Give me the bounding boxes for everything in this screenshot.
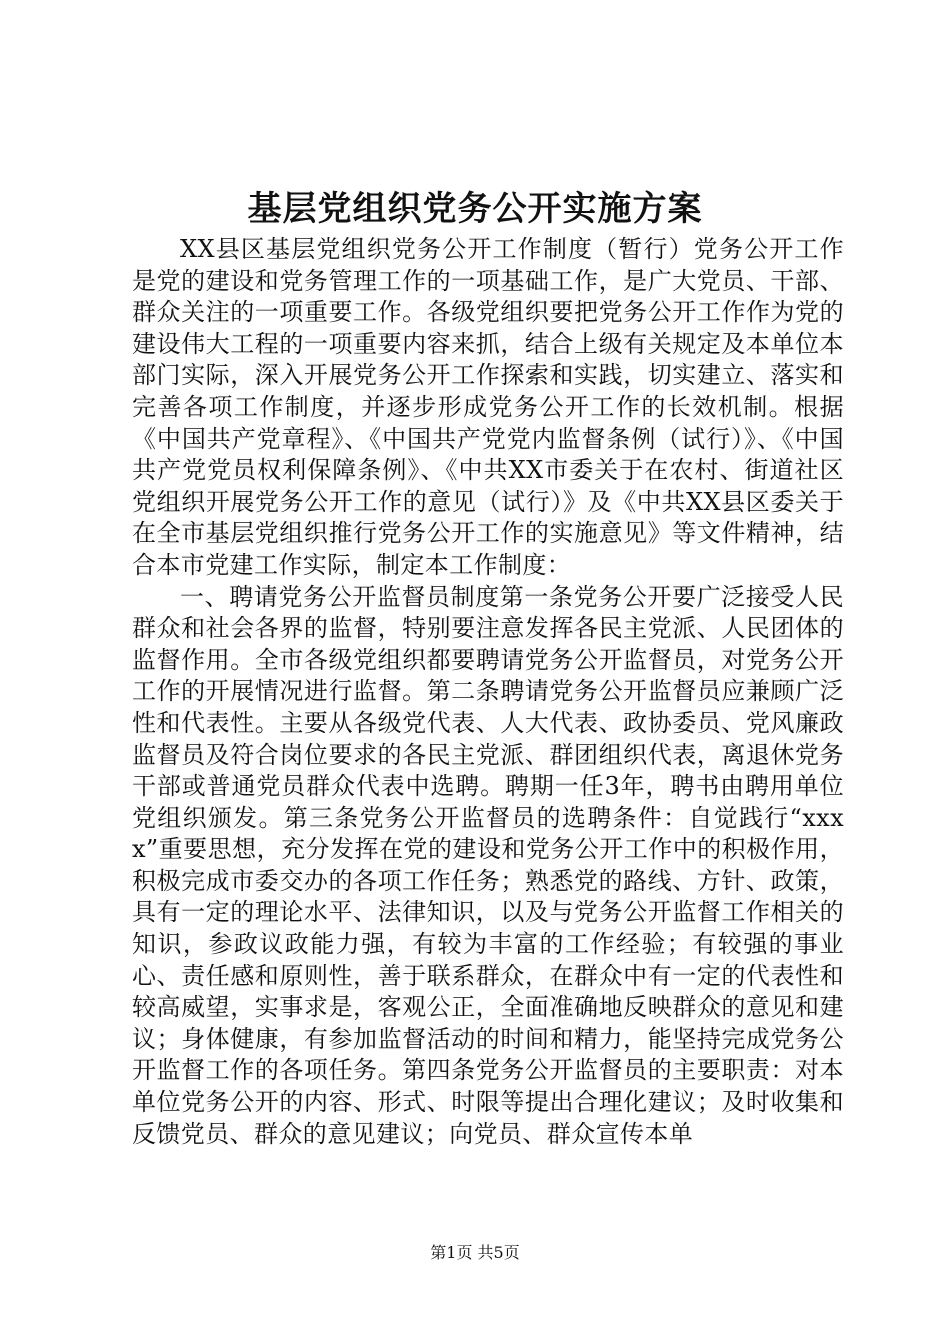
page-number-footer: 第1页 共5页 <box>430 1243 520 1262</box>
paragraph-section-one: 一、聘请党务公开监督员制度第一条党务公开要广泛接受人民群众和社会各界的监督，特别要注意发挥各民主党派、人民团体的监督作用。全市各级党组织都要聘请党务公开监督员，对党务公开工作的开展情况进行监督。第二条聘请党务公开监督员应兼顾广泛性和代表性。主要从各级党代表、人大代表、政协委员、党风廉政监督员及符合岗位要求的各民主党派、群团组织代表，离退休党务干部或普通党员群众代表中选聘。聘期一任3年，聘书由聘用单位党组织颁发。第三条党务公开监督员的选聘条件：自觉践行“xxxx”重要思想，充分发挥在党的建设和党务公开工作中的积极作用，积极完成市委交办的各项工作任务；熟悉党的路线、方针、政策，具有一定的理论水平、法律知识，以及与党务公开监督工作相关的知识，参政议政能力强，有较为丰富的工作经验；有较强的事业心、责任感和原则性，善于联系群众，在群众中有一定的代表性和较高威望，实事求是，客观公正，全面准确地反映群众的意见和建议；身体健康，有参加监督活动的时间和精力，能坚持完成党务公开监督工作的各项任务。第四条党务公开监督员的主要职责：对本单位党务公开的内容、形式、时限等提出合理化建议；及时收集和反馈党员、群众的意见建议；向党员、群众宣传本单 <box>132 582 844 1148</box>
document-body <box>132 234 844 1150</box>
document-title: 基层党组织党务公开实施方案 <box>247 189 703 229</box>
paragraph-intro: XX县区基层党组织党务公开工作制度（暂行）党务公开工作是党的建设和党务管理工作的一项基础工作，是广大党员、干部、群众关注的一项重要工作。各级党组织要把党务公开工作作为党的建设伟大工程的一项重要内容来抓，结合上级有关规定及本单位本部门实际，深入开展党务公开工作探索和实践，切实建立、落实和完善各项工作制度，并逐步形成党务公开工作的长效机制。根据《中国共产党章程》、《中国共产党党内监督条例（试行）》、《中国共产党党员权利保障条例》、《中共XX市委关于在农村、街道社区党组织开展党务公开工作的意见（试行）》及《中共XX县区委关于在全市基层党组织推行党务公开工作的实施意见》等文件精神，结合本市党建工作实际，制定本工作制度： <box>132 235 844 579</box>
